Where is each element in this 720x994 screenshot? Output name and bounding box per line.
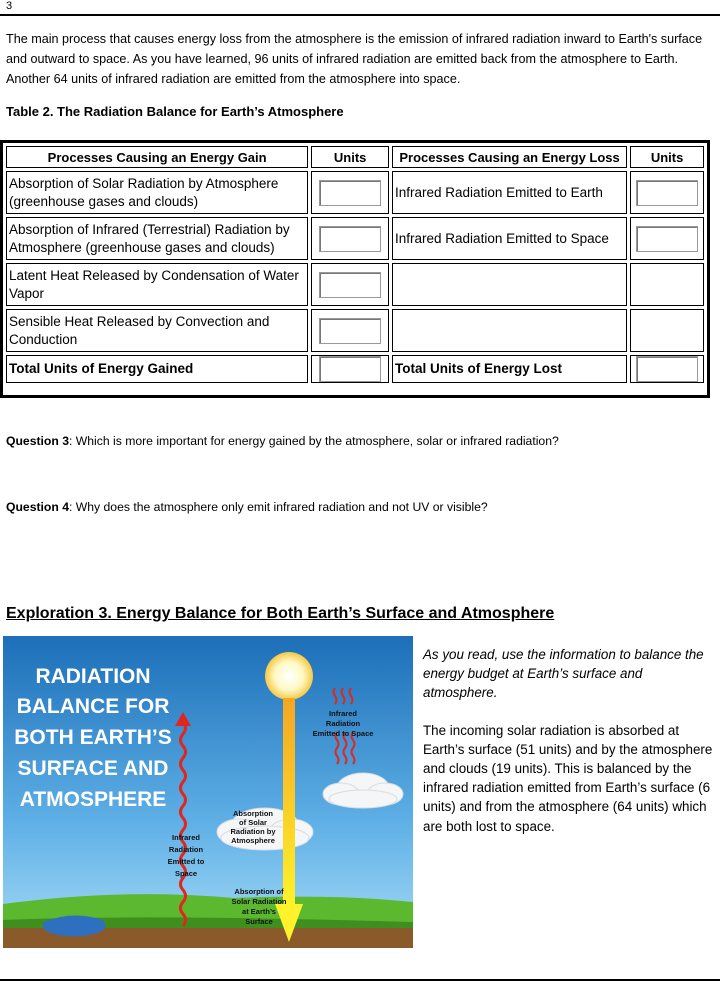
- loss-cell: Infrared Radiation Emitted to Space: [392, 217, 627, 260]
- units-input[interactable]: [319, 226, 381, 252]
- page-number: 3: [6, 0, 13, 12]
- table-row: [6, 263, 704, 306]
- radiation-balance-table: [0, 140, 710, 398]
- total-loss-input[interactable]: [636, 356, 698, 382]
- diagram-title-line: ATMOSPHERE: [19, 788, 167, 811]
- loss-cell: Infrared Radiation Emitted to Earth: [392, 171, 627, 214]
- units-input[interactable]: [636, 226, 698, 252]
- label-surface: at Earth’s: [242, 907, 276, 916]
- loss-cell: [392, 309, 627, 352]
- total-gain-label: Total Units of Energy Gained: [6, 355, 308, 383]
- label-ir-left: Infrared: [172, 833, 200, 842]
- gain-cell: Absorption of Infrared (Terrestrial) Radiation by Atmosphere (greenhouse gases and clouds): [6, 217, 308, 260]
- sunbeam-arrow: [283, 698, 295, 904]
- empty-cell: [630, 309, 704, 352]
- units-input[interactable]: [319, 318, 381, 344]
- exploration-title: Exploration 3. Energy Balance for Both Earth’s Surface and Atmosphere: [6, 605, 555, 622]
- diagram-title-line: BOTH EARTH’S: [14, 726, 172, 749]
- table-row: [6, 217, 704, 260]
- question-3: Question 3: Which is more important for energy gained by the atmosphere, solar or infrared radiation?: [6, 434, 559, 448]
- bottom-divider: [0, 979, 720, 981]
- total-loss-label: Total Units of Energy Lost: [392, 355, 627, 383]
- intro-paragraph: The main process that causes energy loss from the atmosphere is the emission of infrared radiation inward to Earth's surface and outward to space. As you have learned, 96 units of infrared radiation are emitted back from the atmosphere to Earth. Another 64 units of infrared radiation are emitted from the atmosphere into space.: [6, 32, 703, 86]
- label-surface: Absorption of: [234, 887, 284, 896]
- label-ir-left: Radiation: [168, 845, 204, 854]
- loss-cell: [392, 263, 627, 306]
- header-gain: Processes Causing an Energy Gain: [6, 146, 308, 168]
- diagram-title-line: SURFACE AND: [17, 757, 169, 780]
- header-loss: Processes Causing an Energy Loss: [392, 146, 627, 168]
- units-input[interactable]: [319, 180, 381, 206]
- sun-icon: [265, 652, 313, 700]
- label-surface: Solar Radiation: [231, 897, 287, 906]
- label-atmosphere: of Solar: [239, 818, 267, 827]
- side-text: [423, 645, 715, 836]
- diagram-title-line: RADIATION: [35, 665, 151, 688]
- gain-cell: Sensible Heat Released by Convection and Conduction: [6, 309, 308, 352]
- units-input[interactable]: [319, 272, 381, 298]
- label-surface: Surface: [245, 917, 273, 926]
- table-row-total: [6, 355, 704, 383]
- question-4: Question 4: Why does the atmosphere only emit infrared radiation and not UV or visible?: [6, 500, 488, 514]
- side-instruction: As you read, use the information to balance the energy budget at Earth’s surface and atmosphere.: [423, 647, 704, 701]
- label-atmosphere: Radiation by: [230, 827, 276, 836]
- diagram-title-line: BALANCE FOR: [16, 695, 170, 718]
- empty-cell: [630, 263, 704, 306]
- label-atmosphere: Atmosphere: [231, 836, 275, 845]
- label-ir-space: Infrared: [329, 709, 357, 718]
- top-divider: [0, 14, 720, 16]
- label-atmosphere: Absorption: [233, 809, 273, 818]
- side-body: The incoming solar radiation is absorbed at Earth’s surface (51 units) and by the atmosphere and clouds (19 units). This is balanced by the infrared radiation emitted from Earth’s surface (6 units) and from the atmosphere (64 units) which are both lost to space.: [423, 722, 713, 834]
- gain-cell: Absorption of Solar Radiation by Atmosphere (greenhouse gases and clouds): [6, 171, 308, 214]
- label-ir-space: Emitted to Space: [312, 729, 374, 738]
- radiation-balance-diagram: [3, 636, 413, 948]
- table-row: [6, 171, 704, 214]
- header-units-loss: Units: [630, 146, 704, 168]
- gain-cell: Latent Heat Released by Condensation of Water Vapor: [6, 263, 308, 306]
- table-title: Table 2. The Radiation Balance for Earth’s Atmosphere: [6, 104, 344, 119]
- units-input[interactable]: [636, 180, 698, 206]
- header-units-gain: Units: [311, 146, 389, 168]
- label-ir-left: Emitted to: [167, 857, 205, 866]
- label-ir-space: Radiation: [325, 719, 361, 728]
- label-ir-left: Space: [174, 869, 198, 878]
- table-row: [6, 309, 704, 352]
- total-gain-input[interactable]: [319, 356, 381, 382]
